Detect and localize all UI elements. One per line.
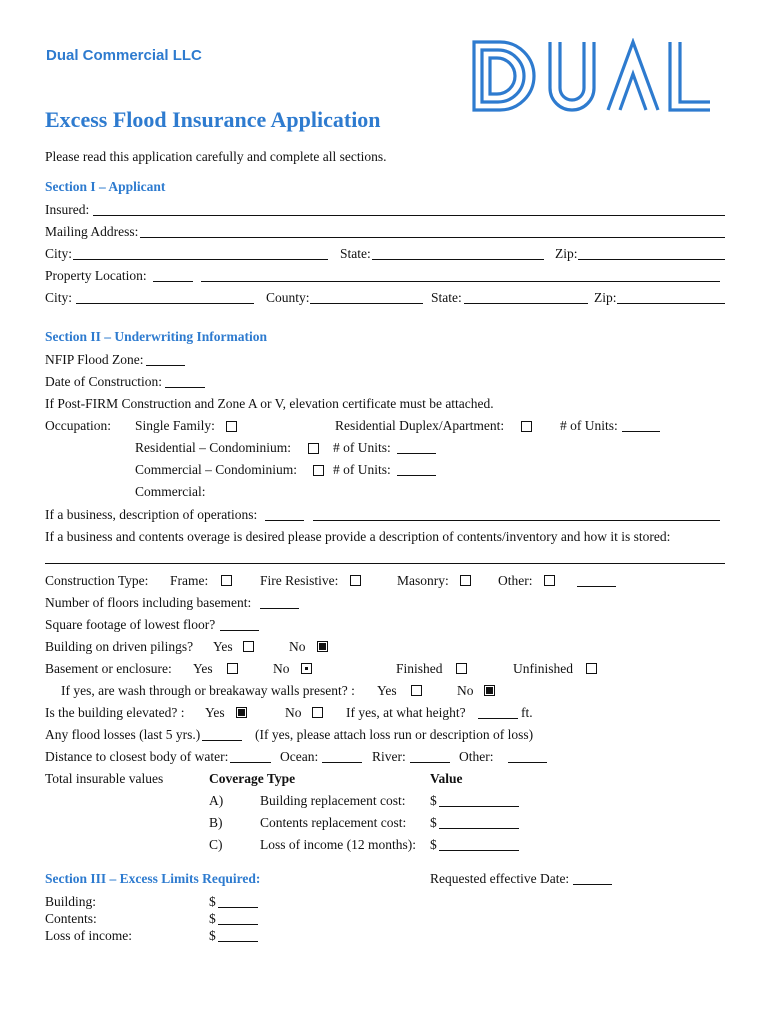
washthrough-no-checkbox[interactable]: [484, 685, 495, 696]
river-label: River:: [372, 749, 406, 764]
coverage-type-header: Coverage Type: [209, 771, 296, 786]
row-b-dollar: $: [430, 815, 437, 830]
city2-field[interactable]: [76, 303, 254, 304]
nfip-label: NFIP Flood Zone:: [45, 352, 144, 367]
ft-label: ft.: [521, 705, 533, 720]
other2-field[interactable]: [508, 762, 547, 763]
units2-label: # of Units:: [333, 440, 391, 455]
business-desc-label: If a business, description of operations:: [45, 507, 258, 522]
company-name: Dual Commercial LLC: [46, 47, 202, 64]
loss-income-limit-field[interactable]: [218, 941, 258, 942]
res-duplex-checkbox[interactable]: [521, 421, 532, 432]
other-checkbox[interactable]: [544, 575, 555, 586]
elevated-no-label: No: [285, 705, 302, 720]
loss-income-dollar: $: [209, 928, 216, 943]
row-a-letter: A): [209, 793, 224, 808]
property-location-field-a[interactable]: [153, 281, 193, 282]
elevated-no-checkbox[interactable]: [312, 707, 323, 718]
basement-no-label: No: [273, 661, 290, 676]
ocean-label: Ocean:: [280, 749, 319, 764]
other2-label: Other:: [459, 749, 494, 764]
finished-checkbox[interactable]: [456, 663, 467, 674]
washthrough-yes-checkbox[interactable]: [411, 685, 422, 696]
single-family-label: Single Family:: [135, 418, 215, 433]
com-condo-label: Commercial – Condominium:: [135, 462, 297, 477]
county-field[interactable]: [310, 303, 423, 304]
sqft-field[interactable]: [220, 630, 259, 631]
units3-label: # of Units:: [333, 462, 391, 477]
row-c-dollar: $: [430, 837, 437, 852]
floors-field[interactable]: [260, 608, 299, 609]
contents-label: Contents:: [45, 911, 97, 926]
contents-note: If a business and contents overage is desired please provide a description of contents/inventory and how it is stored:: [45, 529, 671, 544]
masonry-checkbox[interactable]: [460, 575, 471, 586]
ocean-field[interactable]: [322, 762, 362, 763]
mailing-label: Mailing Address:: [45, 224, 139, 239]
row-c-field[interactable]: [439, 850, 519, 851]
finished-label: Finished: [396, 661, 443, 676]
basement-label: Basement or enclosure:: [45, 661, 172, 676]
occupation-label: Occupation:: [45, 418, 111, 433]
res-condo-checkbox[interactable]: [308, 443, 319, 454]
construction-type-label: Construction Type:: [45, 573, 149, 588]
insured-label: Insured:: [45, 202, 90, 217]
business-desc-field-a[interactable]: [265, 520, 304, 521]
commercial-label: Commercial:: [135, 484, 206, 499]
contents-dollar: $: [209, 911, 216, 926]
mailing-field[interactable]: [140, 237, 725, 238]
masonry-label: Masonry:: [397, 573, 449, 588]
row-a-field[interactable]: [439, 806, 519, 807]
dual-logo: [470, 38, 714, 114]
property-location-field-b[interactable]: [201, 281, 720, 282]
frame-checkbox[interactable]: [221, 575, 232, 586]
date-construction-label: Date of Construction:: [45, 374, 162, 389]
zip2-field[interactable]: [617, 303, 725, 304]
single-family-checkbox[interactable]: [226, 421, 237, 432]
row-b-field[interactable]: [439, 828, 519, 829]
nfip-field[interactable]: [146, 365, 185, 366]
city-field[interactable]: [73, 259, 328, 260]
losses-label: Any flood losses (last 5 yrs.): [45, 727, 201, 742]
zip2-label: Zip:: [594, 290, 617, 305]
washthrough-label: If yes, are wash through or breakaway walls present? :: [61, 683, 355, 698]
row-a-dollar: $: [430, 793, 437, 808]
row-a-label: Building replacement cost:: [260, 793, 406, 808]
washthrough-no-label: No: [457, 683, 474, 698]
state2-field[interactable]: [464, 303, 588, 304]
city-label: City:: [45, 246, 73, 261]
fire-resistive-label: Fire Resistive:: [260, 573, 339, 588]
elevated-yes-checkbox[interactable]: [236, 707, 247, 718]
state2-label: State:: [431, 290, 462, 305]
pilings-label: Building on driven pilings?: [45, 639, 194, 654]
section-3-heading: Section III – Excess Limits Required:: [45, 871, 261, 886]
frame-label: Frame:: [170, 573, 209, 588]
row-b-letter: B): [209, 815, 223, 830]
unfinished-label: Unfinished: [513, 661, 573, 676]
other-label: Other:: [498, 573, 533, 588]
units3-field[interactable]: [397, 475, 436, 476]
section-1-heading: Section I – Applicant: [45, 179, 166, 194]
losses-field[interactable]: [202, 740, 242, 741]
row-b-label: Contents replacement cost:: [260, 815, 407, 830]
sqft-label: Square footage of lowest floor?: [45, 617, 216, 632]
washthrough-yes-label: Yes: [377, 683, 397, 698]
res-condo-label: Residential – Condominium:: [135, 440, 291, 455]
zip-field[interactable]: [578, 259, 725, 260]
building-label: Building:: [45, 894, 97, 909]
effective-date-field[interactable]: [573, 884, 612, 885]
city2-label: City:: [45, 290, 73, 305]
basement-yes-label: Yes: [193, 661, 213, 676]
elevated-yes-label: Yes: [205, 705, 225, 720]
elevated-label: Is the building elevated? :: [45, 705, 185, 720]
state-label: State:: [340, 246, 371, 261]
pilings-yes-label: Yes: [213, 639, 233, 654]
units1-field[interactable]: [622, 431, 660, 432]
distance-field[interactable]: [230, 762, 271, 763]
building-dollar: $: [209, 894, 216, 909]
tiv-label: Total insurable values: [45, 771, 164, 786]
river-field[interactable]: [410, 762, 450, 763]
row-c-label: Loss of income (12 months):: [260, 837, 416, 852]
units1-label: # of Units:: [560, 418, 618, 433]
fire-resistive-checkbox[interactable]: [350, 575, 361, 586]
pilings-no-label: No: [289, 639, 306, 654]
state-field[interactable]: [372, 259, 544, 260]
other-field[interactable]: [577, 586, 616, 587]
intro-text: Please read this application carefully and complete all sections.: [45, 149, 387, 164]
insured-field[interactable]: [93, 215, 725, 216]
section-2-heading: Section II – Underwriting Information: [45, 329, 267, 344]
com-condo-checkbox[interactable]: [313, 465, 324, 476]
value-header: Value: [430, 771, 463, 786]
date-construction-field[interactable]: [165, 387, 205, 388]
what-height-label: If yes, at what height?: [346, 705, 466, 720]
floors-label: Number of floors including basement:: [45, 595, 252, 610]
row-c-letter: C): [209, 837, 223, 852]
distance-label: Distance to closest body of water:: [45, 749, 229, 764]
losses-note: (If yes, please attach loss run or description of loss): [255, 727, 534, 742]
zip-label: Zip:: [555, 246, 578, 261]
units2-field[interactable]: [397, 453, 436, 454]
effective-date-label: Requested effective Date:: [430, 871, 570, 886]
unfinished-checkbox[interactable]: [586, 663, 597, 674]
building-limit-field[interactable]: [218, 907, 258, 908]
page-title: Excess Flood Insurance Application: [45, 107, 381, 132]
height-field[interactable]: [478, 718, 518, 719]
pilings-yes-checkbox[interactable]: [243, 641, 254, 652]
property-location-label: Property Location:: [45, 268, 147, 283]
contents-limit-field[interactable]: [218, 924, 258, 925]
business-desc-field-b[interactable]: [313, 520, 720, 521]
pilings-no-checkbox[interactable]: [317, 641, 328, 652]
loss-income-label: Loss of income:: [45, 928, 132, 943]
basement-yes-checkbox[interactable]: [227, 663, 238, 674]
res-duplex-label: Residential Duplex/Apartment:: [335, 418, 505, 433]
basement-no-checkbox[interactable]: [301, 663, 312, 674]
county-label: County:: [266, 290, 310, 305]
postfirm-note: If Post-FIRM Construction and Zone A or V, elevation certificate must be attached.: [45, 396, 494, 411]
contents-field[interactable]: [45, 563, 725, 564]
